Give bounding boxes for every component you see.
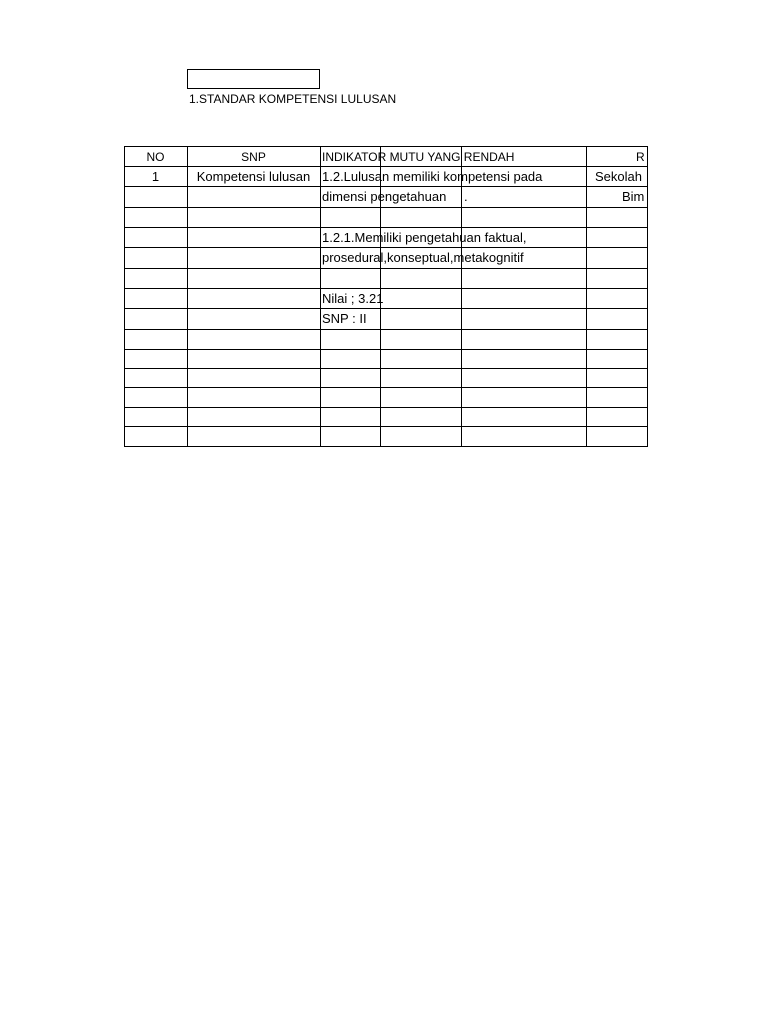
row2-dot: . xyxy=(464,189,468,204)
grid-line-horizontal xyxy=(124,446,648,447)
row8-snp: SNP : II xyxy=(322,311,367,326)
row5-indikator: prosedural,konseptual,metakognitif xyxy=(322,250,524,265)
grid-line-vertical xyxy=(124,146,125,447)
grid-line-horizontal xyxy=(124,146,648,147)
grid-line-horizontal xyxy=(124,426,648,427)
grid-line-vertical xyxy=(586,146,587,447)
row4-indikator: 1.2.1.Memiliki pengetahuan faktual, xyxy=(322,230,527,245)
grid-line-horizontal xyxy=(124,387,648,388)
grid-line-horizontal xyxy=(124,349,648,350)
grid-line-vertical xyxy=(461,146,462,447)
row2-right-partial: Bim xyxy=(622,189,645,204)
grid-line-horizontal xyxy=(124,268,648,269)
grid-line-horizontal xyxy=(124,329,648,330)
grid-line-horizontal xyxy=(124,288,648,289)
header-indikator: INDIKATOR MUTU YANG RENDAH xyxy=(322,150,515,164)
grid-line-vertical xyxy=(647,146,648,447)
section-title: 1.STANDAR KOMPETENSI LULUSAN xyxy=(189,92,397,106)
spreadsheet-table xyxy=(124,146,648,447)
row1-indikator: 1.2.Lulusan memiliki kompetensi pada xyxy=(322,169,543,184)
header-no: NO xyxy=(146,150,165,164)
header-snp: SNP xyxy=(241,150,266,164)
grid-line-horizontal xyxy=(124,166,648,167)
row2-indikator: dimensi pengetahuan xyxy=(322,189,447,204)
row1-no: 1 xyxy=(151,169,160,184)
grid-line-horizontal xyxy=(124,407,648,408)
grid-line-horizontal xyxy=(124,247,648,248)
grid-line-vertical xyxy=(320,146,321,447)
row1-right-partial: Sekolah xyxy=(595,169,642,184)
grid-line-horizontal xyxy=(124,368,648,369)
grid-line-vertical xyxy=(187,146,188,447)
grid-line-horizontal xyxy=(124,227,648,228)
grid-line-horizontal xyxy=(124,207,648,208)
header-fifth-partial: R xyxy=(636,150,645,164)
title-input-box[interactable] xyxy=(187,69,320,89)
grid-line-horizontal xyxy=(124,186,648,187)
row7-nilai: Nilai ; 3.21 xyxy=(322,291,384,306)
row1-snp: Kompetensi lulusan xyxy=(196,169,311,184)
grid-line-horizontal xyxy=(124,308,648,309)
